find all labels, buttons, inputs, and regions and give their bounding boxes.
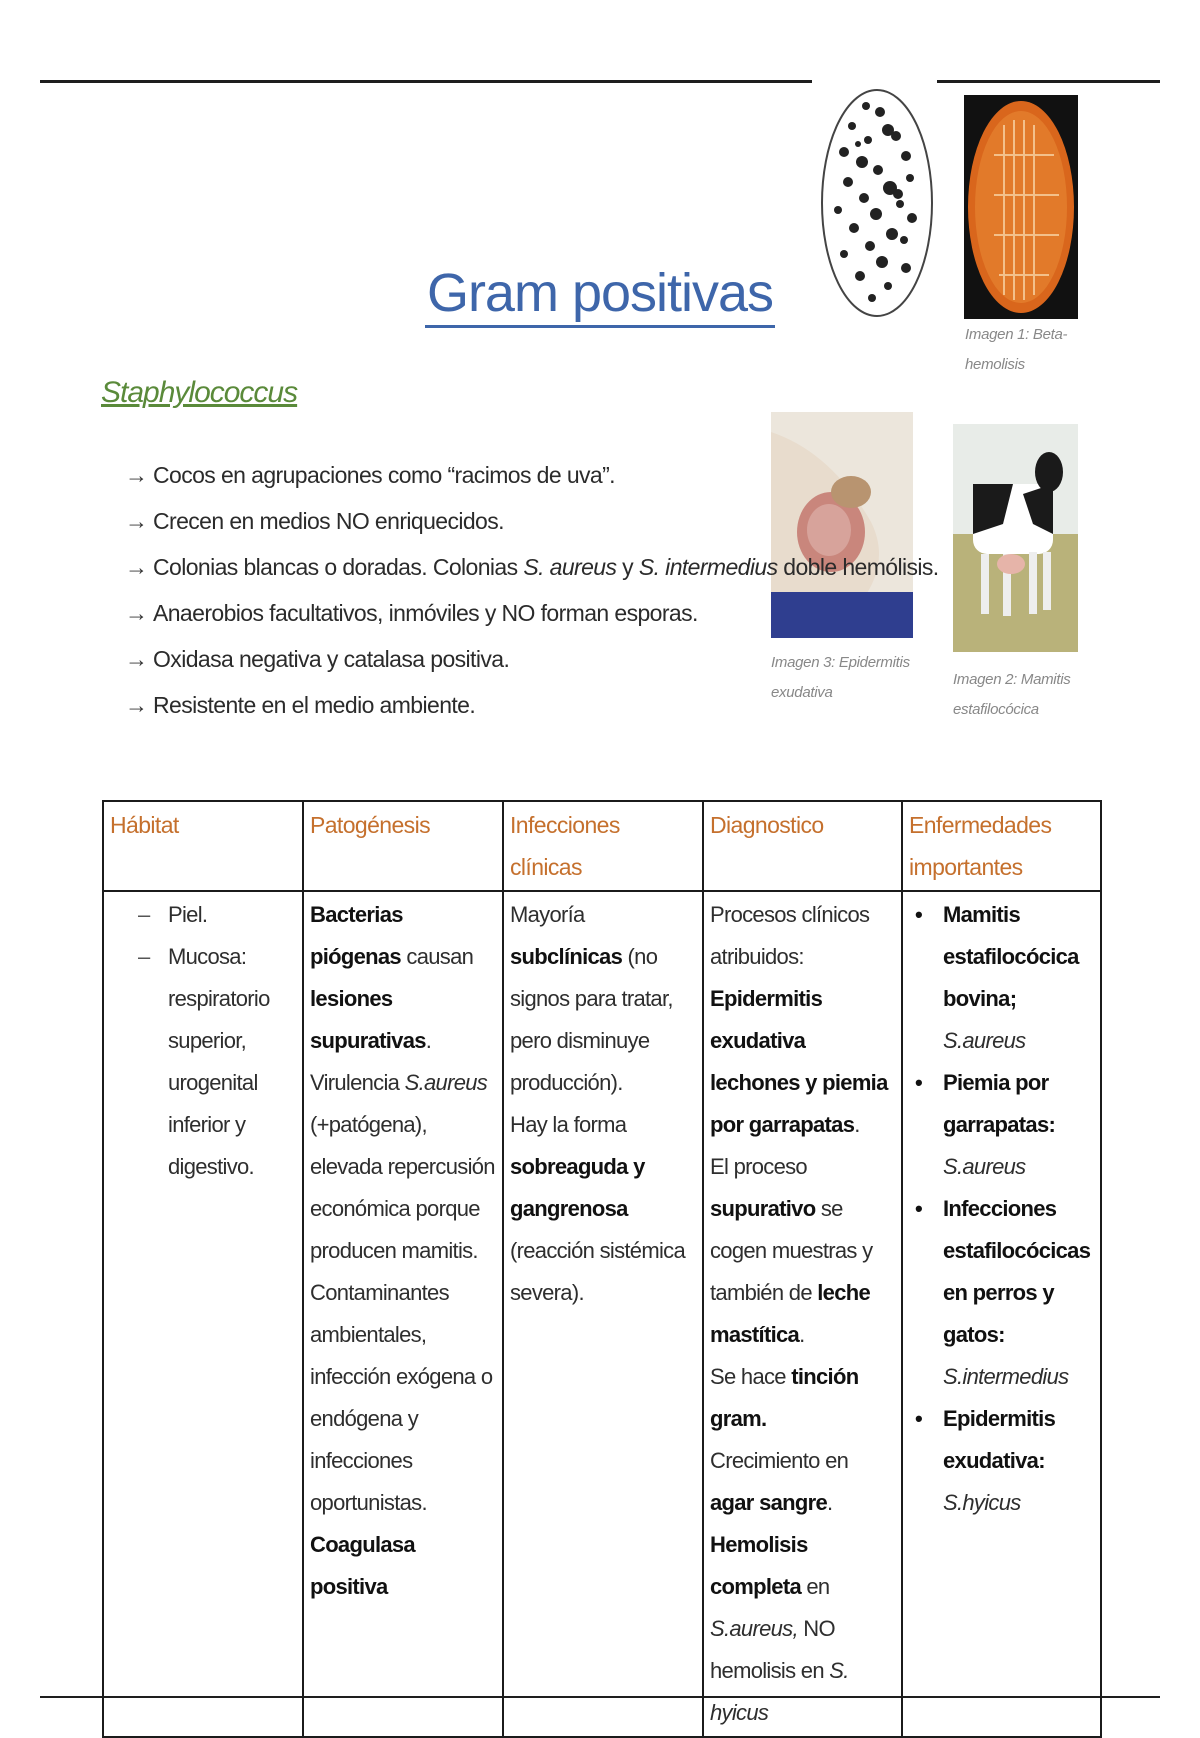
list-item: [125, 590, 939, 636]
bullet-list-item: [909, 1062, 1094, 1188]
species-name: S.hyicus: [943, 1490, 1021, 1515]
top-rule-left: [40, 80, 812, 83]
header-diagnostico: Diagnostico: [703, 801, 902, 891]
list-item-text: Oxidasa negativa y catalasa positiva.: [153, 646, 510, 672]
list-item: [125, 452, 939, 498]
list-item-text: Crecen en medios NO enriquecidos.: [153, 508, 504, 534]
arrow-icon: →: [125, 646, 148, 672]
arrow-icon: →: [125, 600, 148, 626]
text-span: tinción gram.: [710, 1364, 859, 1431]
staphylococcus-table: [102, 800, 1102, 1738]
feature-list: [125, 452, 939, 728]
header-patogenesis: Patogénesis: [303, 801, 503, 891]
text-span: .: [425, 1028, 432, 1053]
bullet-list-item: [909, 1188, 1094, 1398]
text-span: .: [799, 1322, 805, 1347]
list-item-text: doble hemólisis.: [777, 554, 939, 580]
text-span: subclínicas: [510, 944, 623, 969]
list-item: [125, 498, 939, 544]
species-name: S.intermedius: [943, 1364, 1069, 1389]
list-item: [125, 636, 939, 682]
bullet-list-item: [909, 894, 1094, 1062]
dash-list-item: – Piel.: [138, 894, 296, 936]
text-span: sobreaguda y gangrenosa: [510, 1154, 645, 1221]
arrow-icon: →: [125, 692, 148, 718]
list-item-text: y: [616, 554, 639, 580]
species-name: S. aureus: [523, 554, 617, 580]
caption-image-3-line2: exudativa: [771, 684, 833, 701]
caption-image-1: [965, 320, 1067, 380]
list-item: [125, 544, 939, 590]
caption-image-1-line1: Imagen 1: Beta-: [965, 326, 1068, 343]
holstein-cow-photo: [953, 424, 1078, 652]
text-span: leche mastítica: [710, 1280, 871, 1347]
cell-patogenesis: [303, 891, 503, 1737]
arrow-icon: →: [125, 462, 148, 488]
cell-infecciones: [503, 891, 703, 1737]
text-span: NO hemolisis en: [710, 1616, 835, 1683]
caption-image-1-line2: hemolisis: [965, 356, 1025, 373]
text-span: Coagulasa positiva: [310, 1532, 415, 1599]
list-item: [125, 682, 939, 728]
page-title: [0, 262, 1200, 324]
text-span: (no signos para tratar, pero disminuye producción).: [510, 944, 673, 1095]
text-span: .: [827, 1490, 833, 1515]
text-span: Piemia por garrapatas:: [943, 1070, 1056, 1137]
cell-enfermedades: [902, 891, 1101, 1737]
text-span: (+patógena), elevada repercusión económica porque producen mamitis.: [310, 1112, 495, 1263]
header-enfermedades: Enfermedades importantes: [902, 801, 1101, 891]
text-span: Epidermitis exudativa lechones y piemia por garrapatas: [710, 986, 888, 1137]
cell-habitat: [103, 891, 303, 1737]
text-span: causan: [400, 944, 474, 969]
text-span: agar sangre: [710, 1490, 828, 1515]
text-span: lesiones supurativas: [310, 986, 426, 1053]
text-span: Mamitis estafilocócica bovina;: [943, 902, 1079, 1011]
text-span: Se hace: [710, 1364, 792, 1389]
species-name: S.aureus: [404, 1070, 488, 1095]
text-span: supurativo: [710, 1196, 816, 1221]
text-span: El proceso: [710, 1154, 807, 1179]
text-span: Mayoría: [510, 902, 585, 927]
text-span: Bacterias piógenas: [310, 902, 403, 969]
text-span: Virulencia: [310, 1070, 405, 1095]
header-infecciones: Infecciones clínicas: [503, 801, 703, 891]
arrow-icon: →: [125, 508, 148, 534]
text-span: Hay la forma: [510, 1112, 627, 1137]
text-span: Contaminantes ambientales, infección exógena o endógena y infecciones oportunistas.: [310, 1280, 493, 1515]
text-span: Crecimiento en: [710, 1448, 849, 1473]
text-span: Procesos clínicos atribuidos:: [710, 902, 870, 969]
text-span: (reacción sistémica severa).: [510, 1238, 685, 1305]
species-name: S.aureus: [943, 1028, 1026, 1053]
caption-image-3-line1: Imagen 3: Epidermitis: [771, 654, 910, 671]
list-item-text: Colonias blancas o doradas. Colonias: [153, 554, 524, 580]
caption-image-2-line1: Imagen 2: Mamitis: [953, 671, 1071, 688]
caption-image-2-line2: estafilocócica: [953, 701, 1039, 718]
text-span: .: [854, 1112, 860, 1137]
list-item-text: Anaerobios facultativos, inmóviles y NO forman esporas.: [153, 600, 698, 626]
top-rule-right: [937, 80, 1160, 83]
page-title-text: Gram positivas: [425, 263, 775, 328]
species-name: S.aureus,: [710, 1616, 798, 1641]
species-name: S. intermedius: [638, 554, 778, 580]
caption-image-2: [953, 665, 1070, 725]
list-item-text: Resistente en el medio ambiente.: [153, 692, 476, 718]
arrow-icon: →: [125, 554, 148, 580]
species-name: S.aureus: [943, 1154, 1026, 1179]
text-span: se cogen muestras y también de: [710, 1196, 873, 1305]
text-span: Infecciones estafilocócicas en perros y gatos:: [943, 1196, 1091, 1347]
list-item-text: Cocos en agrupaciones como “racimos de uva”.: [153, 462, 615, 488]
text-span: Hemolisis completa: [710, 1532, 808, 1599]
text-span: en: [800, 1574, 830, 1599]
table-header-row: [103, 801, 1101, 891]
dash-list-item: – Mucosa: respiratorio superior, urogenital inferior y digestivo.: [138, 936, 296, 1188]
table-row: [103, 891, 1101, 1737]
bullet-list-item: [909, 1398, 1094, 1524]
species-name: S. hyicus: [710, 1658, 849, 1725]
section-heading: Staphylococcus: [101, 376, 298, 409]
header-habitat: Hábitat: [103, 801, 303, 891]
text-span: Epidermitis exudativa:: [943, 1406, 1056, 1473]
cell-diagnostico: [703, 891, 902, 1737]
